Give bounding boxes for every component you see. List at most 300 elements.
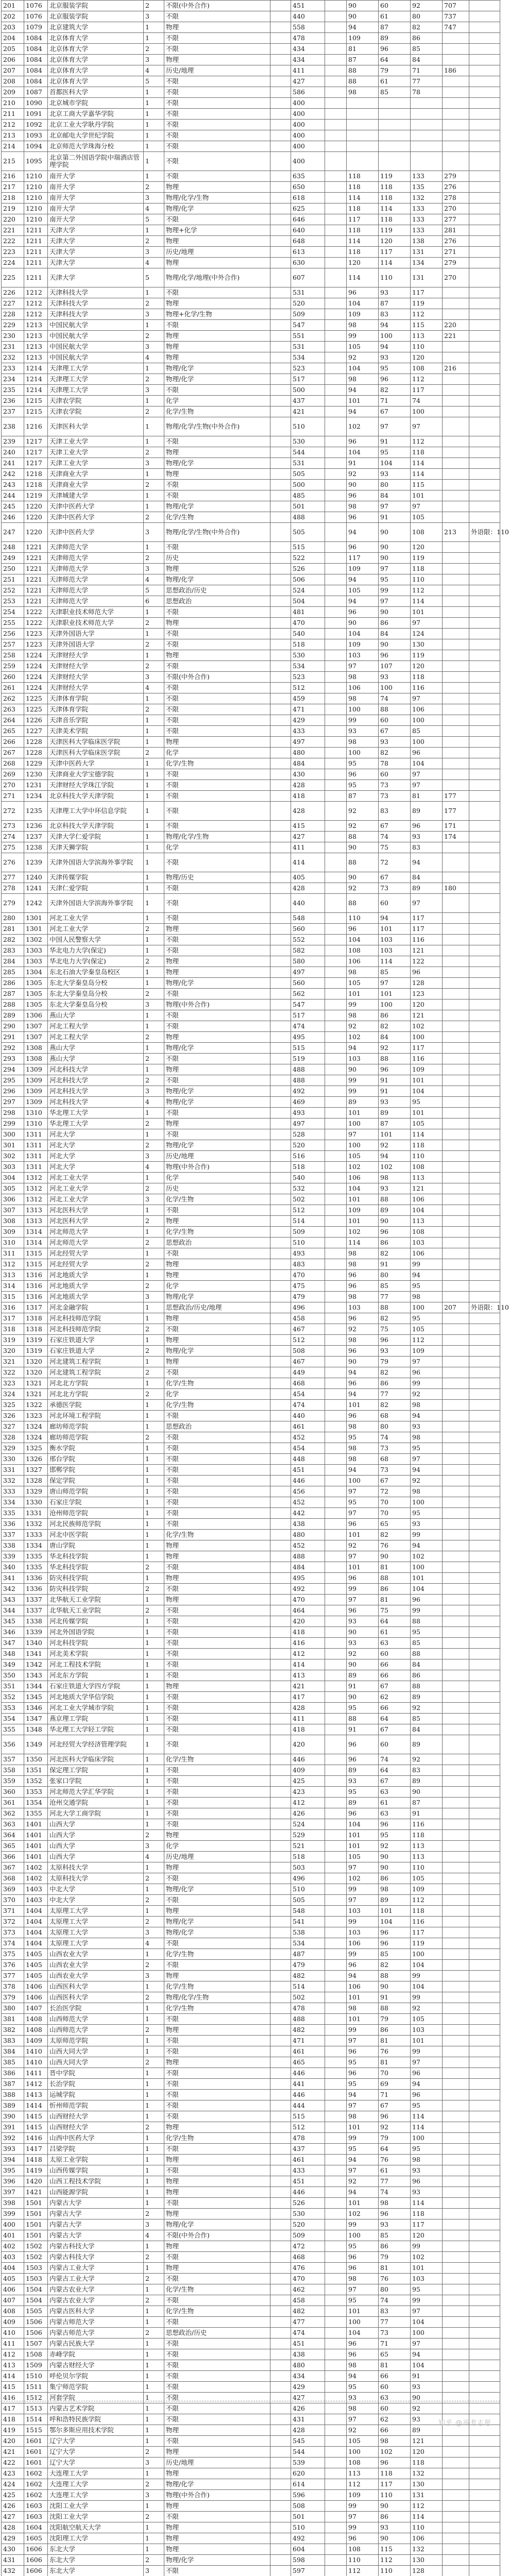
table-cell: [469, 11, 500, 22]
table-cell: 251: [2, 574, 24, 585]
table-cell: 3: [144, 2566, 164, 2576]
table-cell: 92: [411, 2003, 443, 2014]
table-cell: 95: [347, 2382, 379, 2393]
table-cell: 1: [144, 1735, 164, 1754]
table-cell: 3: [144, 999, 164, 1010]
table-cell: 1329: [24, 1486, 48, 1497]
table-cell: [443, 1259, 469, 1270]
table-cell: 1347: [24, 1714, 48, 1724]
table-cell: 北京服装学院: [48, 11, 144, 22]
table-cell: 103: [347, 1054, 379, 1064]
table-cell: 496: [291, 1873, 325, 1884]
table-cell: 341: [2, 1573, 24, 1584]
table-cell: 488: [291, 1064, 325, 1075]
table-cell: [443, 2100, 469, 2111]
table-cell: 613: [291, 247, 325, 258]
table-cell: 不限: [164, 2090, 270, 2100]
table-cell: [469, 872, 500, 883]
table-cell: 化学: [164, 842, 270, 853]
table-cell: 228: [2, 309, 24, 320]
table-cell: 314: [2, 1281, 24, 1292]
table-cell: [443, 2512, 469, 2522]
table-cell: 71: [379, 396, 411, 406]
table-cell: 65: [379, 1519, 411, 1530]
table-cell: [270, 1259, 291, 1270]
table-cell: 1212: [24, 298, 48, 309]
table-cell: [469, 780, 500, 791]
table-cell: 79: [379, 65, 411, 76]
table-cell: [270, 1862, 291, 1873]
table-cell: 97: [379, 564, 411, 574]
table-cell: 586: [291, 87, 325, 98]
table-cell: 1: [144, 501, 164, 512]
table-cell: [325, 2122, 347, 2133]
table-cell: [325, 639, 347, 650]
table-cell: 117: [379, 2479, 411, 2490]
table-cell: [270, 2198, 291, 2209]
table-cell: [469, 2447, 500, 2458]
table-cell: [325, 447, 347, 458]
table-cell: [469, 2122, 500, 2133]
table-row: [2, 542, 500, 553]
table-cell: 不限: [164, 1627, 270, 1638]
table-cell: 86: [379, 1873, 411, 1884]
table-cell: [443, 574, 469, 585]
table-cell: [270, 553, 291, 564]
table-cell: 330: [2, 1454, 24, 1465]
table-cell: [443, 2544, 469, 2555]
table-cell: 河北科技大学: [48, 1097, 144, 1108]
table-cell: 河北工业大学: [48, 924, 144, 935]
table-cell: [443, 1086, 469, 1097]
table-cell: 3: [144, 309, 164, 320]
table-cell: 物理+化学/生物: [164, 309, 270, 320]
table-cell: 94: [411, 1540, 443, 1551]
table-cell: 459: [291, 693, 325, 704]
table-row: [2, 2566, 500, 2576]
table-cell: 不限(中外合作): [164, 2230, 270, 2241]
table-cell: [270, 447, 291, 458]
table-cell: 95: [347, 1497, 379, 1508]
table-row: [2, 1216, 500, 1227]
table-cell: 不限: [164, 2295, 270, 2306]
table-cell: 109: [411, 1346, 443, 1357]
table-cell: 1221: [24, 574, 48, 585]
table-cell: [443, 1938, 469, 1949]
table-cell: [270, 2133, 291, 2144]
table-cell: 103: [347, 1302, 379, 1313]
table-cell: 89: [379, 33, 411, 44]
table-row: [2, 2090, 500, 2100]
table-cell: [325, 268, 347, 287]
table-cell: 95: [347, 2057, 379, 2068]
table-cell: [469, 287, 500, 298]
table-cell: [270, 2566, 291, 2576]
table-cell: 1349: [24, 1735, 48, 1754]
table-cell: [443, 1584, 469, 1595]
table-cell: [469, 1043, 500, 1054]
table-cell: [443, 480, 469, 490]
table-cell: [325, 469, 347, 480]
table-cell: 物理/化学: [164, 574, 270, 585]
table-cell: [270, 1151, 291, 1162]
table-cell: [325, 2230, 347, 2241]
table-cell: [469, 1454, 500, 1465]
table-cell: [469, 2068, 500, 2079]
table-cell: 1223: [24, 639, 48, 650]
table-cell: [270, 1010, 291, 1021]
table-cell: 249: [2, 553, 24, 564]
table-cell: 130: [411, 639, 443, 650]
table-cell: 93: [347, 1638, 379, 1649]
table-cell: 1217: [24, 458, 48, 469]
table-cell: 1: [144, 1659, 164, 1670]
table-cell: 548: [291, 913, 325, 924]
table-cell: 68: [379, 1411, 411, 1421]
table-cell: 597: [291, 2566, 325, 2576]
table-cell: 97: [411, 1454, 443, 1465]
table-cell: 105: [347, 2436, 379, 2447]
table-row: [2, 385, 500, 396]
table-cell: 物理: [164, 2155, 270, 2165]
table-cell: 85: [379, 2230, 411, 2241]
table-cell: [469, 1895, 500, 1906]
table-row: [2, 1681, 500, 1692]
table-cell: 1: [144, 1476, 164, 1486]
table-cell: 350: [2, 1670, 24, 1681]
table-cell: 381: [2, 2014, 24, 2025]
table-cell: 100: [347, 1140, 379, 1151]
table-cell: [469, 693, 500, 704]
table-cell: [270, 2209, 291, 2219]
table-row: [2, 1852, 500, 1862]
table-cell: [469, 999, 500, 1010]
table-cell: 438: [291, 1519, 325, 1530]
table-cell: 102: [347, 2209, 379, 2219]
table-cell: [411, 109, 443, 120]
table-cell: 86: [379, 2512, 411, 2522]
table-cell: 内蒙古农业大学: [48, 2284, 144, 2295]
table-cell: 60: [379, 1649, 411, 1659]
table-cell: 94: [347, 2187, 379, 2198]
table-cell: [443, 726, 469, 737]
table-cell: [325, 1971, 347, 1981]
table-cell: [325, 1692, 347, 1703]
table-cell: 94: [411, 2349, 443, 2360]
table-cell: [443, 2338, 469, 2349]
table-cell: 497: [291, 967, 325, 978]
table-cell: 1: [144, 2046, 164, 2057]
table-cell: 98: [347, 737, 379, 748]
table-cell: [469, 894, 500, 913]
table-cell: 96: [347, 1960, 379, 1971]
table-cell: [270, 1949, 291, 1960]
table-cell: 不限: [164, 2566, 270, 2576]
table-cell: 2: [144, 1281, 164, 1292]
table-row: [2, 978, 500, 989]
table-cell: 化学/生物: [164, 2284, 270, 2295]
table-cell: 384: [2, 2046, 24, 2057]
table-cell: 不限: [164, 2046, 270, 2057]
table-cell: [325, 2555, 347, 2566]
table-cell: [270, 1670, 291, 1681]
table-cell: [325, 417, 347, 436]
table-row: [2, 352, 500, 363]
table-cell: 372: [2, 1917, 24, 1927]
table-cell: 121: [411, 1010, 443, 1021]
table-cell: [325, 2436, 347, 2447]
table-cell: 运城学院: [48, 2090, 144, 2100]
table-cell: 100: [411, 2328, 443, 2338]
table-cell: 99: [411, 2295, 443, 2306]
table-cell: [325, 1335, 347, 1346]
table-cell: [325, 2057, 347, 2068]
table-row: [2, 247, 500, 258]
table-cell: [270, 2522, 291, 2533]
table-cell: 1211: [24, 236, 48, 247]
table-cell: 天津中医药大学: [48, 758, 144, 769]
table-cell: 471: [291, 2036, 325, 2046]
table-cell: [443, 501, 469, 512]
table-cell: 433: [291, 726, 325, 737]
table-row: [2, 726, 500, 737]
table-cell: [469, 935, 500, 945]
table-cell: 383: [2, 2036, 24, 2046]
table-cell: 96: [347, 607, 379, 618]
table-cell: [443, 2046, 469, 2057]
table-cell: [325, 44, 347, 55]
table-cell: 河北工业大学: [48, 1173, 144, 1183]
table-cell: 280: [2, 913, 24, 924]
table-row: [2, 1010, 500, 1021]
table-cell: [325, 945, 347, 956]
table-cell: [325, 1324, 347, 1335]
table-cell: [443, 2479, 469, 2490]
table-cell: 423: [291, 1787, 325, 1798]
table-cell: 60: [379, 894, 411, 913]
table-cell: [325, 2566, 347, 2576]
page-continuation-rule: [1, 2401, 500, 2432]
table-cell: [325, 1852, 347, 1862]
table-cell: [443, 1573, 469, 1584]
table-cell: 97: [411, 417, 443, 436]
table-cell: 物理: [164, 1064, 270, 1075]
table-cell: 物理/化学: [164, 2219, 270, 2230]
table-cell: [443, 872, 469, 883]
table-cell: 97: [347, 2414, 379, 2425]
table-cell: 2: [144, 1605, 164, 1616]
table-cell: 119: [379, 171, 411, 182]
table-row: [2, 1432, 500, 1443]
table-cell: 105: [411, 2014, 443, 2025]
table-cell: 328: [2, 1432, 24, 1443]
table-cell: [469, 737, 500, 748]
table-cell: 380: [2, 2003, 24, 2014]
table-cell: [270, 1659, 291, 1670]
table-cell: [270, 2003, 291, 2014]
table-cell: [469, 821, 500, 832]
table-cell: 不限: [164, 2068, 270, 2079]
table-cell: 96: [347, 1573, 379, 1584]
table-cell: [443, 2036, 469, 2046]
table-cell: [411, 120, 443, 130]
table-cell: 1213: [24, 320, 48, 331]
table-cell: 96: [379, 1927, 411, 1938]
table-cell: [325, 120, 347, 130]
table-cell: 80: [379, 480, 411, 490]
table-cell: 河北科技大学: [48, 1075, 144, 1086]
table-cell: 1326: [24, 1454, 48, 1465]
table-cell: 3: [144, 247, 164, 258]
table-cell: 1: [144, 436, 164, 447]
table-cell: [325, 872, 347, 883]
table-cell: 1223: [24, 629, 48, 639]
table-cell: 1076: [24, 11, 48, 22]
table-cell: 279: [443, 258, 469, 268]
table-cell: 103: [347, 1906, 379, 1917]
table-cell: 504: [291, 596, 325, 607]
table-cell: [270, 967, 291, 978]
table-cell: 91: [379, 1992, 411, 2003]
table-cell: 北华航天工业学院: [48, 1595, 144, 1605]
table-cell: [325, 1765, 347, 1776]
table-cell: [469, 1205, 500, 1216]
table-cell: 90: [347, 480, 379, 490]
table-cell: 403: [2, 2252, 24, 2263]
table-cell: 中北大学: [48, 1895, 144, 1906]
table-cell: 物理/化学/生物: [164, 193, 270, 204]
table-cell: 90: [347, 1627, 379, 1638]
table-cell: 2: [144, 236, 164, 247]
table-cell: [469, 989, 500, 999]
table-cell: 67: [379, 872, 411, 883]
table-cell: 288: [2, 999, 24, 1010]
table-cell: 物理: [164, 55, 270, 65]
table-cell: 101: [347, 1562, 379, 1573]
table-row: [2, 55, 500, 65]
table-cell: 92: [411, 2403, 443, 2414]
table-cell: 1335: [24, 1562, 48, 1573]
table-cell: 天津农学院: [48, 396, 144, 406]
table-cell: [469, 417, 500, 436]
table-cell: 1322: [24, 1400, 48, 1411]
table-cell: 98: [347, 2360, 379, 2371]
table-cell: [270, 1476, 291, 1486]
table-cell: [270, 661, 291, 672]
table-row: [2, 1616, 500, 1627]
table-cell: 1: [144, 2100, 164, 2111]
table-cell: 1414: [24, 2100, 48, 2111]
table-cell: 1343: [24, 1670, 48, 1681]
table-cell: [270, 715, 291, 726]
table-cell: 1: [144, 1776, 164, 1787]
table-cell: 3: [144, 523, 164, 542]
table-cell: 1: [144, 2241, 164, 2252]
table-cell: [270, 1787, 291, 1798]
table-cell: 3: [144, 193, 164, 204]
table-cell: 化学: [164, 396, 270, 406]
table-cell: 421: [2, 2447, 24, 2458]
table-cell: 不限: [164, 1021, 270, 1032]
table-cell: [443, 1140, 469, 1151]
table-cell: 339: [2, 1551, 24, 1562]
table-cell: 化学/生物: [164, 1400, 270, 1411]
table-cell: 1501: [24, 2198, 48, 2209]
table-cell: 88: [347, 832, 379, 842]
table-row: [2, 152, 500, 171]
table-cell: 不限: [164, 1724, 270, 1735]
table-cell: [469, 1519, 500, 1530]
table-row: [2, 76, 500, 87]
table-cell: 1: [144, 1205, 164, 1216]
table-cell: [325, 1118, 347, 1129]
table-cell: [469, 1357, 500, 1367]
table-cell: [469, 1443, 500, 1454]
table-cell: 1: [144, 120, 164, 130]
table-cell: 1316: [24, 1270, 48, 1281]
table-cell: 93: [411, 832, 443, 842]
table-cell: 92: [347, 821, 379, 832]
table-cell: 94: [347, 1465, 379, 1476]
table-cell: 100: [411, 1302, 443, 1313]
table-cell: 山西财经大学: [48, 2111, 144, 2122]
table-cell: [270, 1227, 291, 1238]
table-cell: [325, 2219, 347, 2230]
table-cell: 428: [291, 802, 325, 821]
table-cell: 94: [379, 342, 411, 352]
table-cell: [325, 1992, 347, 2003]
table-cell: 95: [411, 2144, 443, 2155]
table-cell: [325, 1627, 347, 1638]
table-cell: 95: [347, 2079, 379, 2090]
table-cell: 96: [379, 1227, 411, 1238]
table-cell: 67: [379, 406, 411, 417]
table-cell: [469, 791, 500, 802]
table-cell: 96: [379, 1335, 411, 1346]
table-cell: [270, 1616, 291, 1627]
table-cell: [443, 1075, 469, 1086]
table-cell: 沈阳工业大学: [48, 2501, 144, 2512]
table-cell: 484: [291, 758, 325, 769]
table-cell: 1307: [24, 1021, 48, 1032]
table-cell: 88: [411, 1616, 443, 1627]
table-cell: 461: [291, 2046, 325, 2057]
table-cell: [469, 802, 500, 821]
table-cell: 547: [291, 999, 325, 1010]
table-cell: 1504: [24, 2295, 48, 2306]
table-row: [2, 1776, 500, 1787]
table-cell: 305: [2, 1183, 24, 1194]
table-cell: [443, 2522, 469, 2533]
table-cell: 2: [144, 1873, 164, 1884]
table-cell: 1: [144, 2468, 164, 2479]
table-cell: 281: [2, 924, 24, 935]
table-cell: 281: [443, 225, 469, 236]
table-row: [2, 1895, 500, 1906]
table-row: [2, 2490, 500, 2501]
table-cell: 75: [379, 1324, 411, 1335]
table-cell: 92: [379, 1140, 411, 1151]
table-cell: 95: [411, 2100, 443, 2111]
table-cell: [325, 2036, 347, 2046]
table-cell: 552: [291, 935, 325, 945]
table-cell: 110: [411, 574, 443, 585]
table-cell: 432: [2, 2566, 24, 2576]
table-cell: 1: [144, 945, 164, 956]
table-row: [2, 2328, 500, 2338]
table-cell: [325, 924, 347, 935]
table-cell: [469, 2187, 500, 2198]
